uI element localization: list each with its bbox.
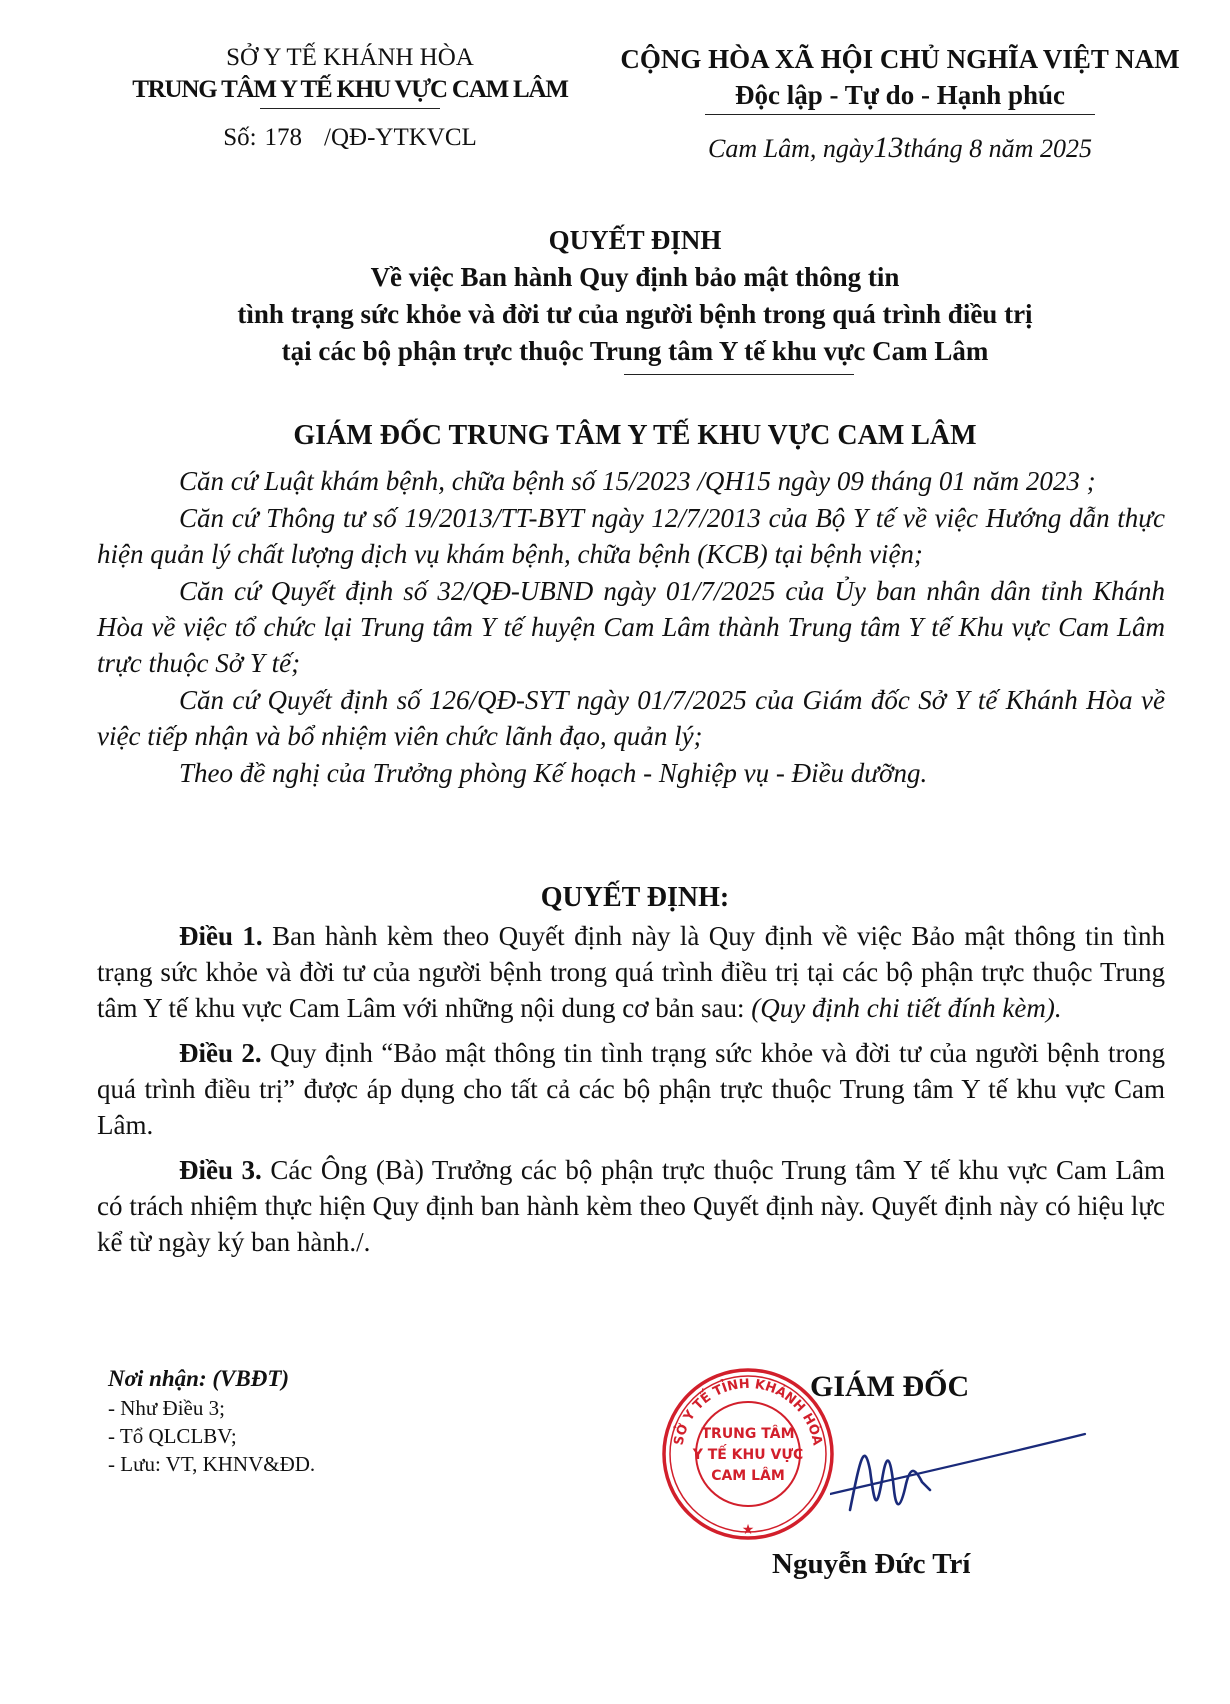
seal-line-2: Y TẾ KHU VỰC [692,1447,804,1463]
issue-date [610,131,1190,166]
center-name: TRUNG TÂM Y TẾ KHU VỰC CAM LÂM [132,76,568,103]
signer-name: Nguyễn Đức Trí [772,1548,971,1580]
article-1-note: (Quy định chi tiết đính kèm). [751,993,1062,1023]
article-3-label: Điều 3. [179,1155,262,1185]
title-heading: QUYẾT ĐỊNH [548,225,722,255]
header-left-underline [260,108,440,109]
document-title [90,222,1180,375]
ground-item: Theo đề nghị của Trưởng phòng Kế hoạch - Nghiệp vụ - Điều dưỡng. [179,758,928,788]
recipients [108,1364,528,1478]
article-3-text: Các Ông (Bà) Trưởng các bộ phận trực thuộc Trung tâm Y tế khu vực Cam Lâm có trách nhiệm thực hiện Quy định ban hành kèm theo Quyết định này. Quyết định này có hiệu lực kể từ ngày ký ban hành./. [97,1155,1166,1257]
decides-heading: QUYẾT ĐỊNH: [540,882,730,913]
document-number [90,121,610,155]
recipient-item: - Lưu: VT, KHNV&ĐD. [108,1452,316,1476]
director-heading: GIÁM ĐỐC TRUNG TÂM Y TẾ KHU VỰC CAM LÂM [293,420,977,451]
date-suffix: tháng 8 năm 2025 [903,134,1092,163]
article-1-label: Điều 1. [179,921,263,951]
article-2-label: Điều 2. [179,1038,262,1068]
signer-title: GIÁM ĐỐC [810,1370,970,1403]
seal-line-3: CAM LÂM [711,1468,785,1484]
ground-item: Căn cứ Luật khám bệnh, chữa bệnh số 15/2023 /QH15 ngày 09 tháng 01 năm 2023 ; [179,466,1096,496]
recipient-item: - Như Điều 3; [108,1396,225,1420]
number-prefix: Số: [223,124,257,151]
number-suffix: /QĐ-YTKVCL [324,124,477,151]
issuer-header [90,42,610,155]
title-line-1: Về việc Ban hành Quy định bảo mật thông tin [370,262,900,292]
title-line-3: tại các bộ phận trực thuộc Trung tâm Y tế khu vực Cam Lâm [281,336,989,366]
recipient-item: - Tổ QLCLBV; [108,1424,237,1448]
national-motto: Độc lập - Tự do - Hạnh phúc [734,80,1066,110]
articles [97,918,1165,1269]
national-header [610,42,1190,166]
date-day: 13 [873,131,904,164]
ground-item: Căn cứ Thông tư số 19/2013/TT-BYT ngày 12/7/2013 của Bộ Y tế về việc Hướng dẫn thực hiện quản lý chất lượng dịch vụ khám bệnh, chữa bệnh (KCB) tại bệnh viện; [97,503,1165,569]
seal-ring-text: SỞ Y TẾ TỈNH KHÁNH HÒA [671,1376,825,1447]
title-underline [624,374,854,375]
seal-line-1: TRUNG TÂM [701,1426,795,1442]
article-2 [97,1035,1165,1143]
recipients-heading: Nơi nhận: (VBĐT) [108,1366,290,1391]
official-seal [660,1366,836,1542]
date-prefix: Cam Lâm, ngày [708,134,874,163]
article-1 [97,918,1165,1026]
article-1-text: Ban hành kèm theo Quyết định này là Quy định về việc Bảo mật thông tin tình trạng sức khỏe và đời tư của người bệnh trong quá trình điều trị tại các bộ phận trực thuộc Trung tâm Y tế khu vực Cam Lâm với những nội dung cơ bản sau: [97,921,1166,1023]
ground-item: Căn cứ Quyết định số 32/QĐ-UBND ngày 01/7/2025 của Ủy ban nhân dân tỉnh Khánh Hòa về việc tổ chức lại Trung tâm Y tế huyện Cam Lâm thành Trung tâm Y tế Khu vực Cam Lâm trực thuộc Sở Y tế; [97,576,1165,678]
signature-block [660,1360,1080,1660]
ground-item: Căn cứ Quyết định số 126/QĐ-SYT ngày 01/7/2025 của Giám đốc Sở Y tế Khánh Hòa về việc tiếp nhận và bổ nhiệm viên chức lãnh đạo, quản lý; [97,685,1165,751]
article-2-text: Quy định “Bảo mật thông tin tình trạng sức khỏe và đời tư của người bệnh trong quá trình điều trị” được áp dụng cho tất cả các bộ phận trực thuộc Trung tâm Y tế khu vực Cam Lâm. [97,1038,1166,1140]
nation-name: CỘNG HÒA XÃ HỘI CHỦ NGHĨA VIỆT NAM [620,44,1180,74]
number-value: 178 [264,124,303,151]
article-3 [97,1152,1165,1260]
legal-grounds [97,463,1165,792]
seal-star-icon: ★ [741,1522,755,1538]
handwritten-signature [830,1420,1090,1530]
title-line-2: tình trạng sức khỏe và đời tư của người bệnh trong quá trình điều trị [237,299,1033,329]
motto-underline [705,114,1095,115]
department-name: SỞ Y TẾ KHÁNH HÒA [226,44,474,71]
